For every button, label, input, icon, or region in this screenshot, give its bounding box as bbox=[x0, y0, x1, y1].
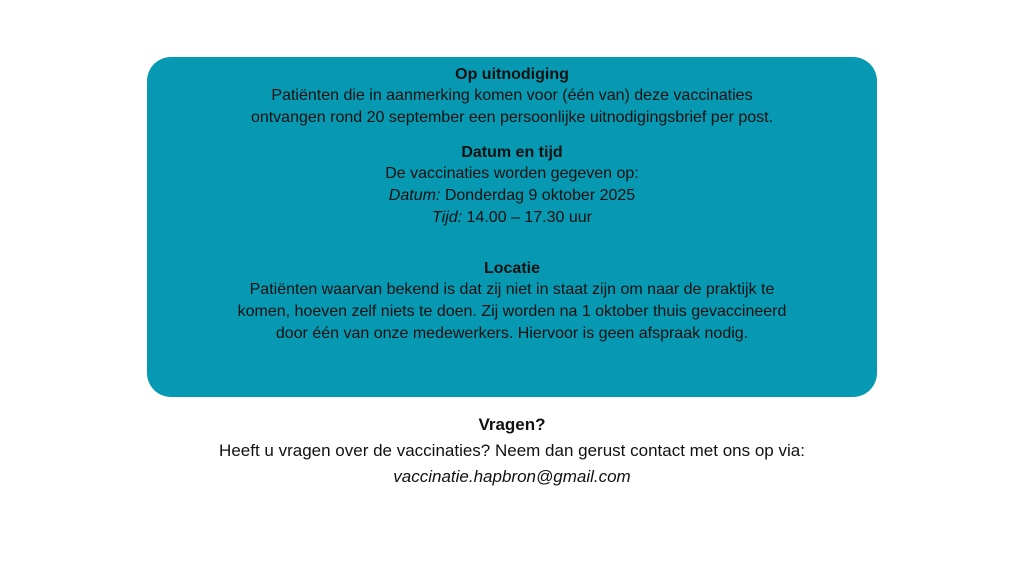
invitation-title: Op uitnodiging bbox=[455, 66, 569, 83]
date-time-section bbox=[147, 143, 877, 229]
date-value: Donderdag 9 oktober 2025 bbox=[444, 187, 636, 204]
time-line bbox=[147, 207, 877, 229]
questions-section bbox=[0, 412, 1024, 490]
time-value: 14.00 – 17.30 uur bbox=[466, 209, 592, 226]
date-label: Datum: bbox=[388, 187, 441, 204]
contact-email[interactable]: vaccinatie.hapbron@gmail.com bbox=[393, 467, 631, 486]
date-time-title: Datum en tijd bbox=[461, 144, 563, 161]
location-title: Locatie bbox=[483, 260, 540, 277]
location-text: Patiënten waarvan bekend is dat zij niet in staat zijn om naar de praktijk te komen, hoeven zelf niets te doen. Zij worden na 1 oktober thuis gevaccineerd door één van onze medewerkers. Hiervoor is geen afspraak nodig. bbox=[237, 281, 787, 342]
questions-title: Vragen? bbox=[478, 415, 546, 434]
questions-text: Heeft u vragen over de vaccinaties? Neem dan gerust contact met ons op via: bbox=[219, 441, 805, 460]
date-time-intro: De vaccinaties worden gegeven op: bbox=[385, 165, 639, 182]
date-line bbox=[147, 185, 877, 207]
invitation-text: Patiënten die in aanmerking komen voor (één van) deze vaccinaties ontvangen rond 20 september een persoonlijke uitnodigingsbrief per post. bbox=[250, 87, 774, 126]
time-label: Tijd: bbox=[432, 209, 463, 226]
info-panel bbox=[147, 57, 877, 397]
invitation-section bbox=[147, 65, 877, 129]
location-section bbox=[147, 259, 877, 345]
